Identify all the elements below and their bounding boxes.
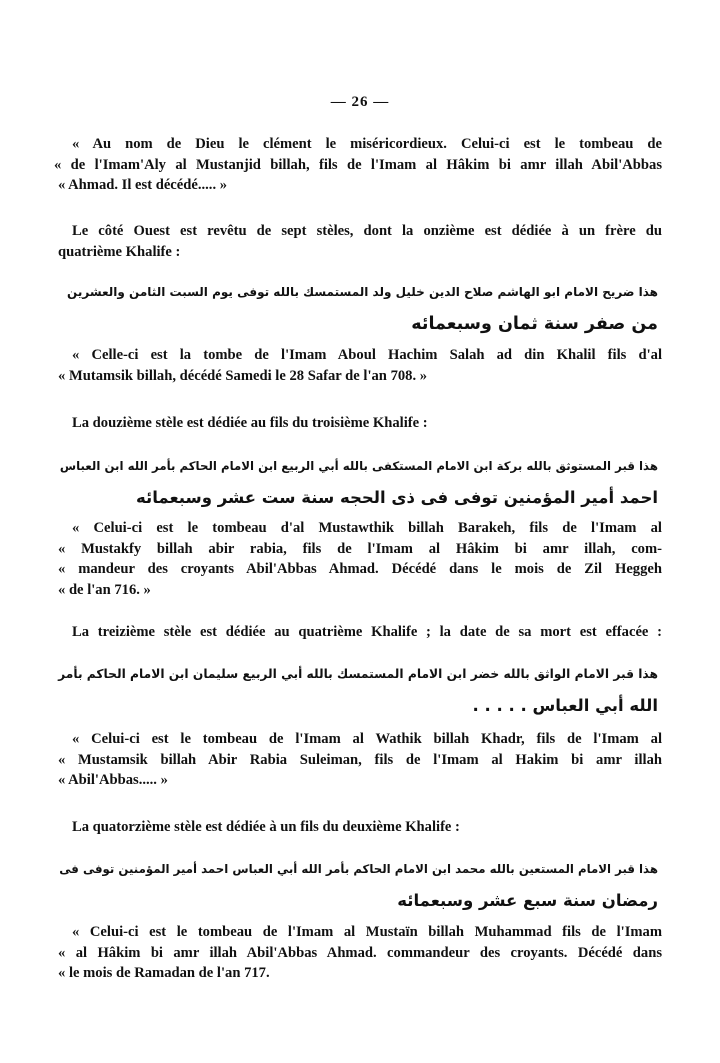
heading-line: La quatorzième stèle est dédiée à un fils du deuxième Khalife : xyxy=(72,819,460,835)
arabic-line: الله أبي العباس . . . . . xyxy=(472,696,658,715)
translation-line: « Celui-ci est le tombeau de l'Imam al Mustaïn billah Muhammad fils de l'Imam xyxy=(72,924,662,940)
section3-arabic-inscription xyxy=(58,658,658,722)
intro-line: « Au nom de Dieu le clément le miséricordieux. Celui-ci est le tombeau de xyxy=(72,136,662,152)
heading-line: La douzième stèle est dédiée au fils du troisième Khalife : xyxy=(72,415,428,431)
translation-line: « le mois de Ramadan de l'an 717. xyxy=(58,965,270,981)
section1-arabic-inscription xyxy=(58,276,658,340)
translation-line: « mandeur des croyants Abil'Abbas Ahmad. Décédé dans le mois de Zil Heggeh xyxy=(58,561,662,577)
section4-heading xyxy=(58,817,662,838)
section4-translation xyxy=(58,922,662,984)
arabic-line: من صفر سنة ثمان وسبعمائه xyxy=(411,314,658,334)
arabic-line: احمد أمير المؤمنين توفى فى ذى الحجه سنة ست عشر وسبعمائه xyxy=(136,488,658,507)
translation-line: « al Hâkim bi amr illah Abil'Abbas Ahmad. commandeur des croyants. Décédé dans xyxy=(58,944,662,961)
heading-line: La treizième stèle est dédiée au quatrième Khalife ; la date de sa mort est effacée : xyxy=(72,624,662,640)
translation-line: « Abil'Abbas..... » xyxy=(58,772,168,788)
arabic-line: هذا قبر الامام الواثق بالله خضر ابن الامام المستمسك بالله أبي الربيع سليمان ابن الامام الحاكم بأمر xyxy=(58,667,658,681)
section2-arabic-inscription xyxy=(58,450,658,514)
arabic-line: هذا قبر الامام المستعين بالله محمد ابن الامام الحاكم بأمر الله أبي العباس احمد أمير المؤمنين توفى فى xyxy=(59,862,658,876)
section1-translation xyxy=(58,345,662,386)
intro-line: « de l'Imam'Aly al Mustanjid billah, fils de l'Imam al Hâkim bi amr illah Abil'Abbas xyxy=(54,156,662,173)
translation-line: « Celui-ci est le tombeau d'al Mustawthik billah Barakeh, fils de l'Imam al xyxy=(72,520,662,536)
translation-line: « Mustamsik billah Abir Rabia Suleiman, fils de l'Imam al Hakim bi amr illah xyxy=(58,751,662,768)
section1-heading xyxy=(58,221,662,262)
heading-line: quatrième Khalife : xyxy=(58,243,181,260)
arabic-line: هذا ضريح الامام ابو الهاشم صلاح الدين خليل ولد المستمسك بالله توفى يوم السبت الثامن والعشرين xyxy=(67,285,658,299)
heading-line: Le côté Ouest est revêtu de sept stèles, dont la onzième est dédiée à un frère du xyxy=(72,223,662,239)
translation-line: « de l'an 716. » xyxy=(58,581,151,598)
translation-line: « Mutamsik billah, décédé Samedi le 28 Safar de l'an 708. » xyxy=(58,367,428,384)
page-number: — 26 — xyxy=(330,94,390,110)
translation-line: « Mustakfy billah abir rabia, fils de l'Imam al Hâkim bi amr illah, com- xyxy=(58,540,662,557)
section2-translation xyxy=(58,518,662,600)
intro-quote xyxy=(54,134,662,196)
arabic-line: رمضان سنة سبع عشر وسبعمائه xyxy=(397,891,658,910)
arabic-line: هذا قبر المستوثق بالله بركة ابن الامام المستكفى بالله أبي الربيع ابن الامام الحاكم بأمر الله ابن العباس xyxy=(59,459,658,473)
section2-heading xyxy=(58,413,662,434)
section3-translation xyxy=(58,729,662,791)
section3-heading xyxy=(58,622,662,643)
intro-line: « Ahmad. Il est décédé..... » xyxy=(58,177,228,193)
translation-line: « Celle-ci est la tombe de l'Imam Aboul Hachim Salah ad din Khalil fils d'al xyxy=(72,347,662,363)
translation-line: « Celui-ci est le tombeau de l'Imam al Wathik billah Khadr, fils de l'Imam al xyxy=(72,731,662,747)
section4-arabic-inscription xyxy=(58,853,658,917)
